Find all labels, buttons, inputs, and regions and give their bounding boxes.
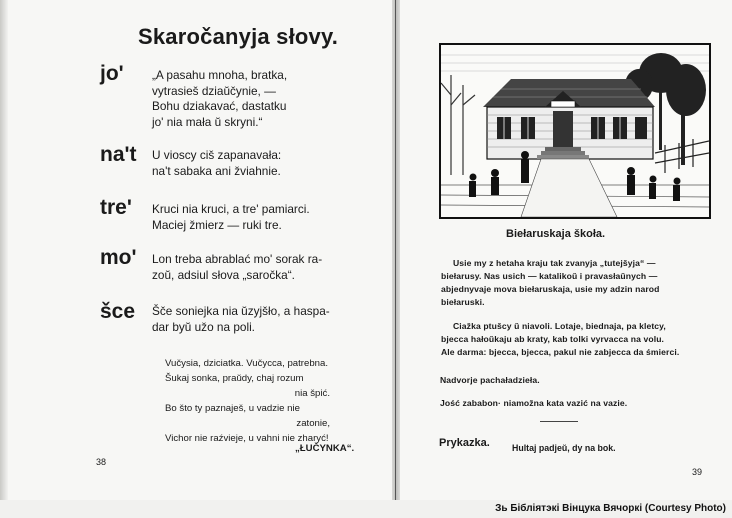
poem-author: „ŁUČYNKA“. <box>295 443 355 454</box>
entry-line: U vioscy ciš zapanavała: <box>152 148 282 162</box>
school-illustration <box>439 43 711 219</box>
entry-line: Lon treba abrablać mo' sorak ra- <box>152 252 323 266</box>
gutter-line <box>395 0 396 500</box>
entry-line: zoŭ, adsiul słova „saročka“. <box>152 267 295 282</box>
entry-nat-text <box>152 148 281 179</box>
entry-line: jo' nia mała ŭ skryni.“ <box>152 114 263 129</box>
text-line: abjednyvaje mova biełaruskaja, usie my adzin narod <box>441 284 660 294</box>
entry-line: Maciej žmierz — ruki tre. <box>152 217 282 232</box>
separator-line <box>540 421 578 422</box>
poem-line: zatonie, <box>296 418 330 429</box>
paragraph-2 <box>441 320 680 359</box>
photo-credit-bar <box>0 500 732 518</box>
entry-sce-text <box>152 304 330 335</box>
text-line: biełaruski. <box>441 297 485 307</box>
photo-credit: Зь Бібліятэкі Вінцука Вячоркі (Courtesy Photo) <box>495 503 726 514</box>
poem-line: nia špić. <box>294 388 330 399</box>
entry-jo-text <box>152 68 287 130</box>
poem <box>165 356 330 446</box>
abbr-jo: jo' <box>100 62 124 85</box>
illustration-caption: Biełaruskaja škoła. <box>506 228 606 240</box>
abbr-tre: tre' <box>100 196 132 219</box>
poem-line: Vučysia, dziciatka. Vučycca, patrebna. <box>165 358 328 369</box>
text-line: Ciažka ptušcy ŭ niavoli. Lotaje, biednaja, pa kletcy, <box>453 321 666 331</box>
page-edge <box>0 0 8 500</box>
entry-line: na't sabaka ani žviahnie. <box>152 163 281 178</box>
text-line: biełarusy. Nas usich — katalikoŭ i pravasłaŭnych — <box>441 271 658 281</box>
text-line: Usie my z hetaha kraju tak zvanyja „tutejšyja“ — <box>453 258 656 268</box>
entry-line: Šče soniejka nia ŭzyjšło, a haspa- <box>152 304 330 318</box>
abbr-sce: šce <box>100 300 136 323</box>
entry-line: Kruci nia kruci, a tre' pamiarci. <box>152 202 310 216</box>
poem-line: Šukaj sonka, praŭdy, chaj rozum <box>165 373 304 384</box>
book-gutter <box>392 0 400 500</box>
text-line: bjecca hałoŭkaju ab kraty, kab tolki vyrvacca na volu. <box>441 334 665 344</box>
entry-line: „A pasahu mnoha, bratka, <box>152 68 288 82</box>
proverb-heading: Prykazka. <box>439 437 490 449</box>
entry-tre-text <box>152 202 310 233</box>
paragraph-1 <box>441 257 660 309</box>
poem-line: Bo što ty paznaješ, u vadzie nie <box>165 403 300 414</box>
page-title: Skaročanyja słovy. <box>138 24 339 49</box>
poem-line: Vichor nie raźvieje, u vahni nie zharyć! <box>165 433 329 444</box>
text-line: Ale darma: bjecca, bjecca, pakul nie zabjecca da śmierci. <box>441 347 680 357</box>
entry-line: dar byŭ užo na poli. <box>152 319 255 334</box>
school-building-drawing <box>441 45 709 217</box>
abbr-nat: na't <box>100 143 137 166</box>
page-number-right: 39 <box>692 467 703 477</box>
entry-line: Bohu dziakavać, dastatku <box>152 99 287 113</box>
proverb-text: Hultaj padjeŭ, dy na bok. <box>512 443 616 453</box>
paragraph-4: Jość zababon· niamožna kata vazić na vazie. <box>440 398 628 408</box>
entry-line: vytrasieš dziaŭčynie, — <box>152 83 276 98</box>
abbr-mo: mo' <box>100 246 137 269</box>
entry-mo-text <box>152 252 322 283</box>
page-number-left: 38 <box>96 457 107 467</box>
paragraph-3: Nadvorje pachaładzieła. <box>440 375 540 385</box>
